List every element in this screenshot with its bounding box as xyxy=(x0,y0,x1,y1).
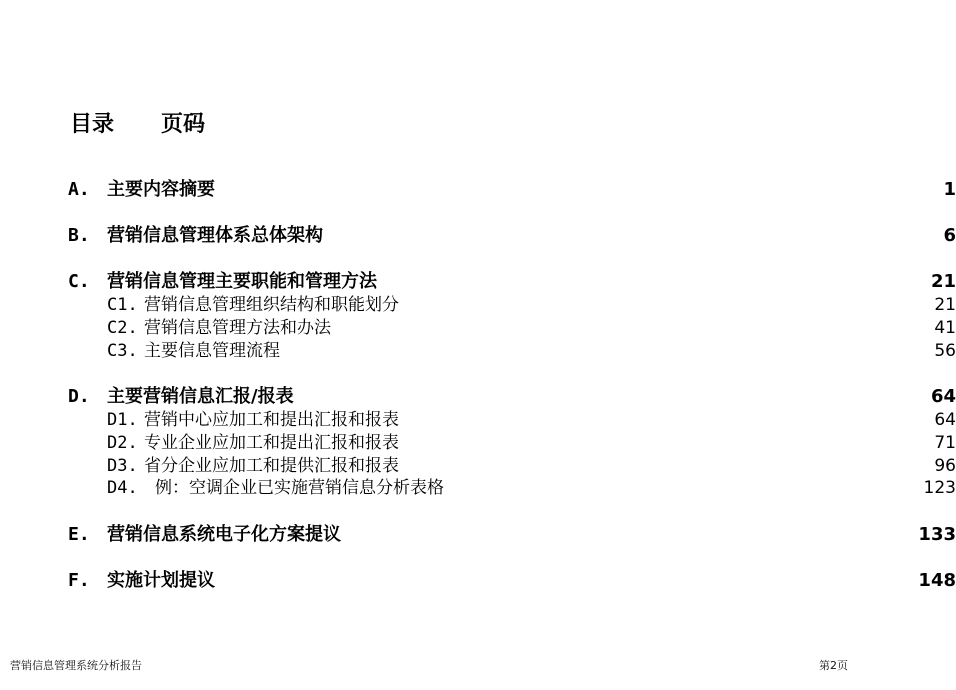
section-letter: A. xyxy=(68,179,90,200)
section-letter: B. xyxy=(68,225,90,246)
subsection-code: D2. xyxy=(107,433,138,453)
subsection-page-number: 21 xyxy=(934,295,956,315)
section-page-number: 1 xyxy=(943,179,956,200)
subsection-code: D3. xyxy=(107,456,138,476)
subsection-title: 主要信息管理流程 xyxy=(144,341,280,361)
toc-subsection-d4[interactable] xyxy=(0,477,956,499)
toc-section-c[interactable] xyxy=(0,270,956,294)
section-page-number: 64 xyxy=(930,386,956,407)
section-page-number: 148 xyxy=(918,570,956,591)
section-page-number: 6 xyxy=(943,225,956,246)
footer-document-title: 营销信息管理系统分析报告 xyxy=(10,659,142,672)
toc-section-a[interactable] xyxy=(0,178,956,202)
subsection-title: 省分企业应加工和提供汇报和报表 xyxy=(144,456,399,476)
subsection-page-number: 96 xyxy=(934,456,956,476)
subsection-title: 专业企业应加工和提出汇报和报表 xyxy=(144,433,399,453)
subsection-page-number: 71 xyxy=(934,433,956,453)
toc-subsection-d3[interactable] xyxy=(0,455,956,477)
section-page-number: 133 xyxy=(918,524,956,545)
subsection-title: 营销信息管理组织结构和职能划分 xyxy=(144,295,399,315)
section-title: 实施计划提议 xyxy=(107,570,215,591)
section-letter: E. xyxy=(68,524,90,545)
toc-subsection-c3[interactable] xyxy=(0,340,956,362)
section-letter: F. xyxy=(68,570,90,591)
section-title: 主要内容摘要 xyxy=(107,179,215,200)
toc-subsection-d1[interactable] xyxy=(0,409,956,431)
subsection-title: 例：空调企业已实施营销信息分析表格 xyxy=(155,478,444,498)
subsection-code: C3. xyxy=(107,341,138,361)
contents-heading: 目录 xyxy=(70,112,115,137)
section-title: 主要营销信息汇报/报表 xyxy=(107,386,294,407)
section-title: 营销信息管理体系总体架构 xyxy=(107,225,323,246)
section-title: 营销信息系统电子化方案提议 xyxy=(107,524,341,545)
section-letter: C. xyxy=(68,271,90,292)
subsection-page-number: 123 xyxy=(923,478,956,498)
toc-subsection-d2[interactable] xyxy=(0,432,956,454)
subsection-title: 营销信息管理方法和办法 xyxy=(144,318,331,338)
toc-section-e[interactable] xyxy=(0,523,956,547)
subsection-page-number: 41 xyxy=(934,318,956,338)
toc-section-b[interactable] xyxy=(0,224,956,248)
section-title: 营销信息管理主要职能和管理方法 xyxy=(107,271,377,292)
subsection-page-number: 56 xyxy=(934,341,956,361)
subsection-code: D1. xyxy=(107,410,138,430)
section-page-number: 21 xyxy=(930,271,956,292)
toc-subsection-c1[interactable] xyxy=(0,294,956,316)
page-number-heading: 页码 xyxy=(161,112,206,137)
toc-section-f[interactable] xyxy=(0,569,956,593)
toc-subsection-c2[interactable] xyxy=(0,317,956,339)
section-letter: D. xyxy=(68,386,90,407)
footer-page-number: 第2页 xyxy=(819,659,848,672)
subsection-code: D4. xyxy=(107,478,138,498)
subsection-code: C2. xyxy=(107,318,138,338)
toc-section-d[interactable] xyxy=(0,385,956,409)
subsection-code: C1. xyxy=(107,295,138,315)
subsection-title: 营销中心应加工和提出汇报和报表 xyxy=(144,410,399,430)
subsection-page-number: 64 xyxy=(934,410,956,430)
